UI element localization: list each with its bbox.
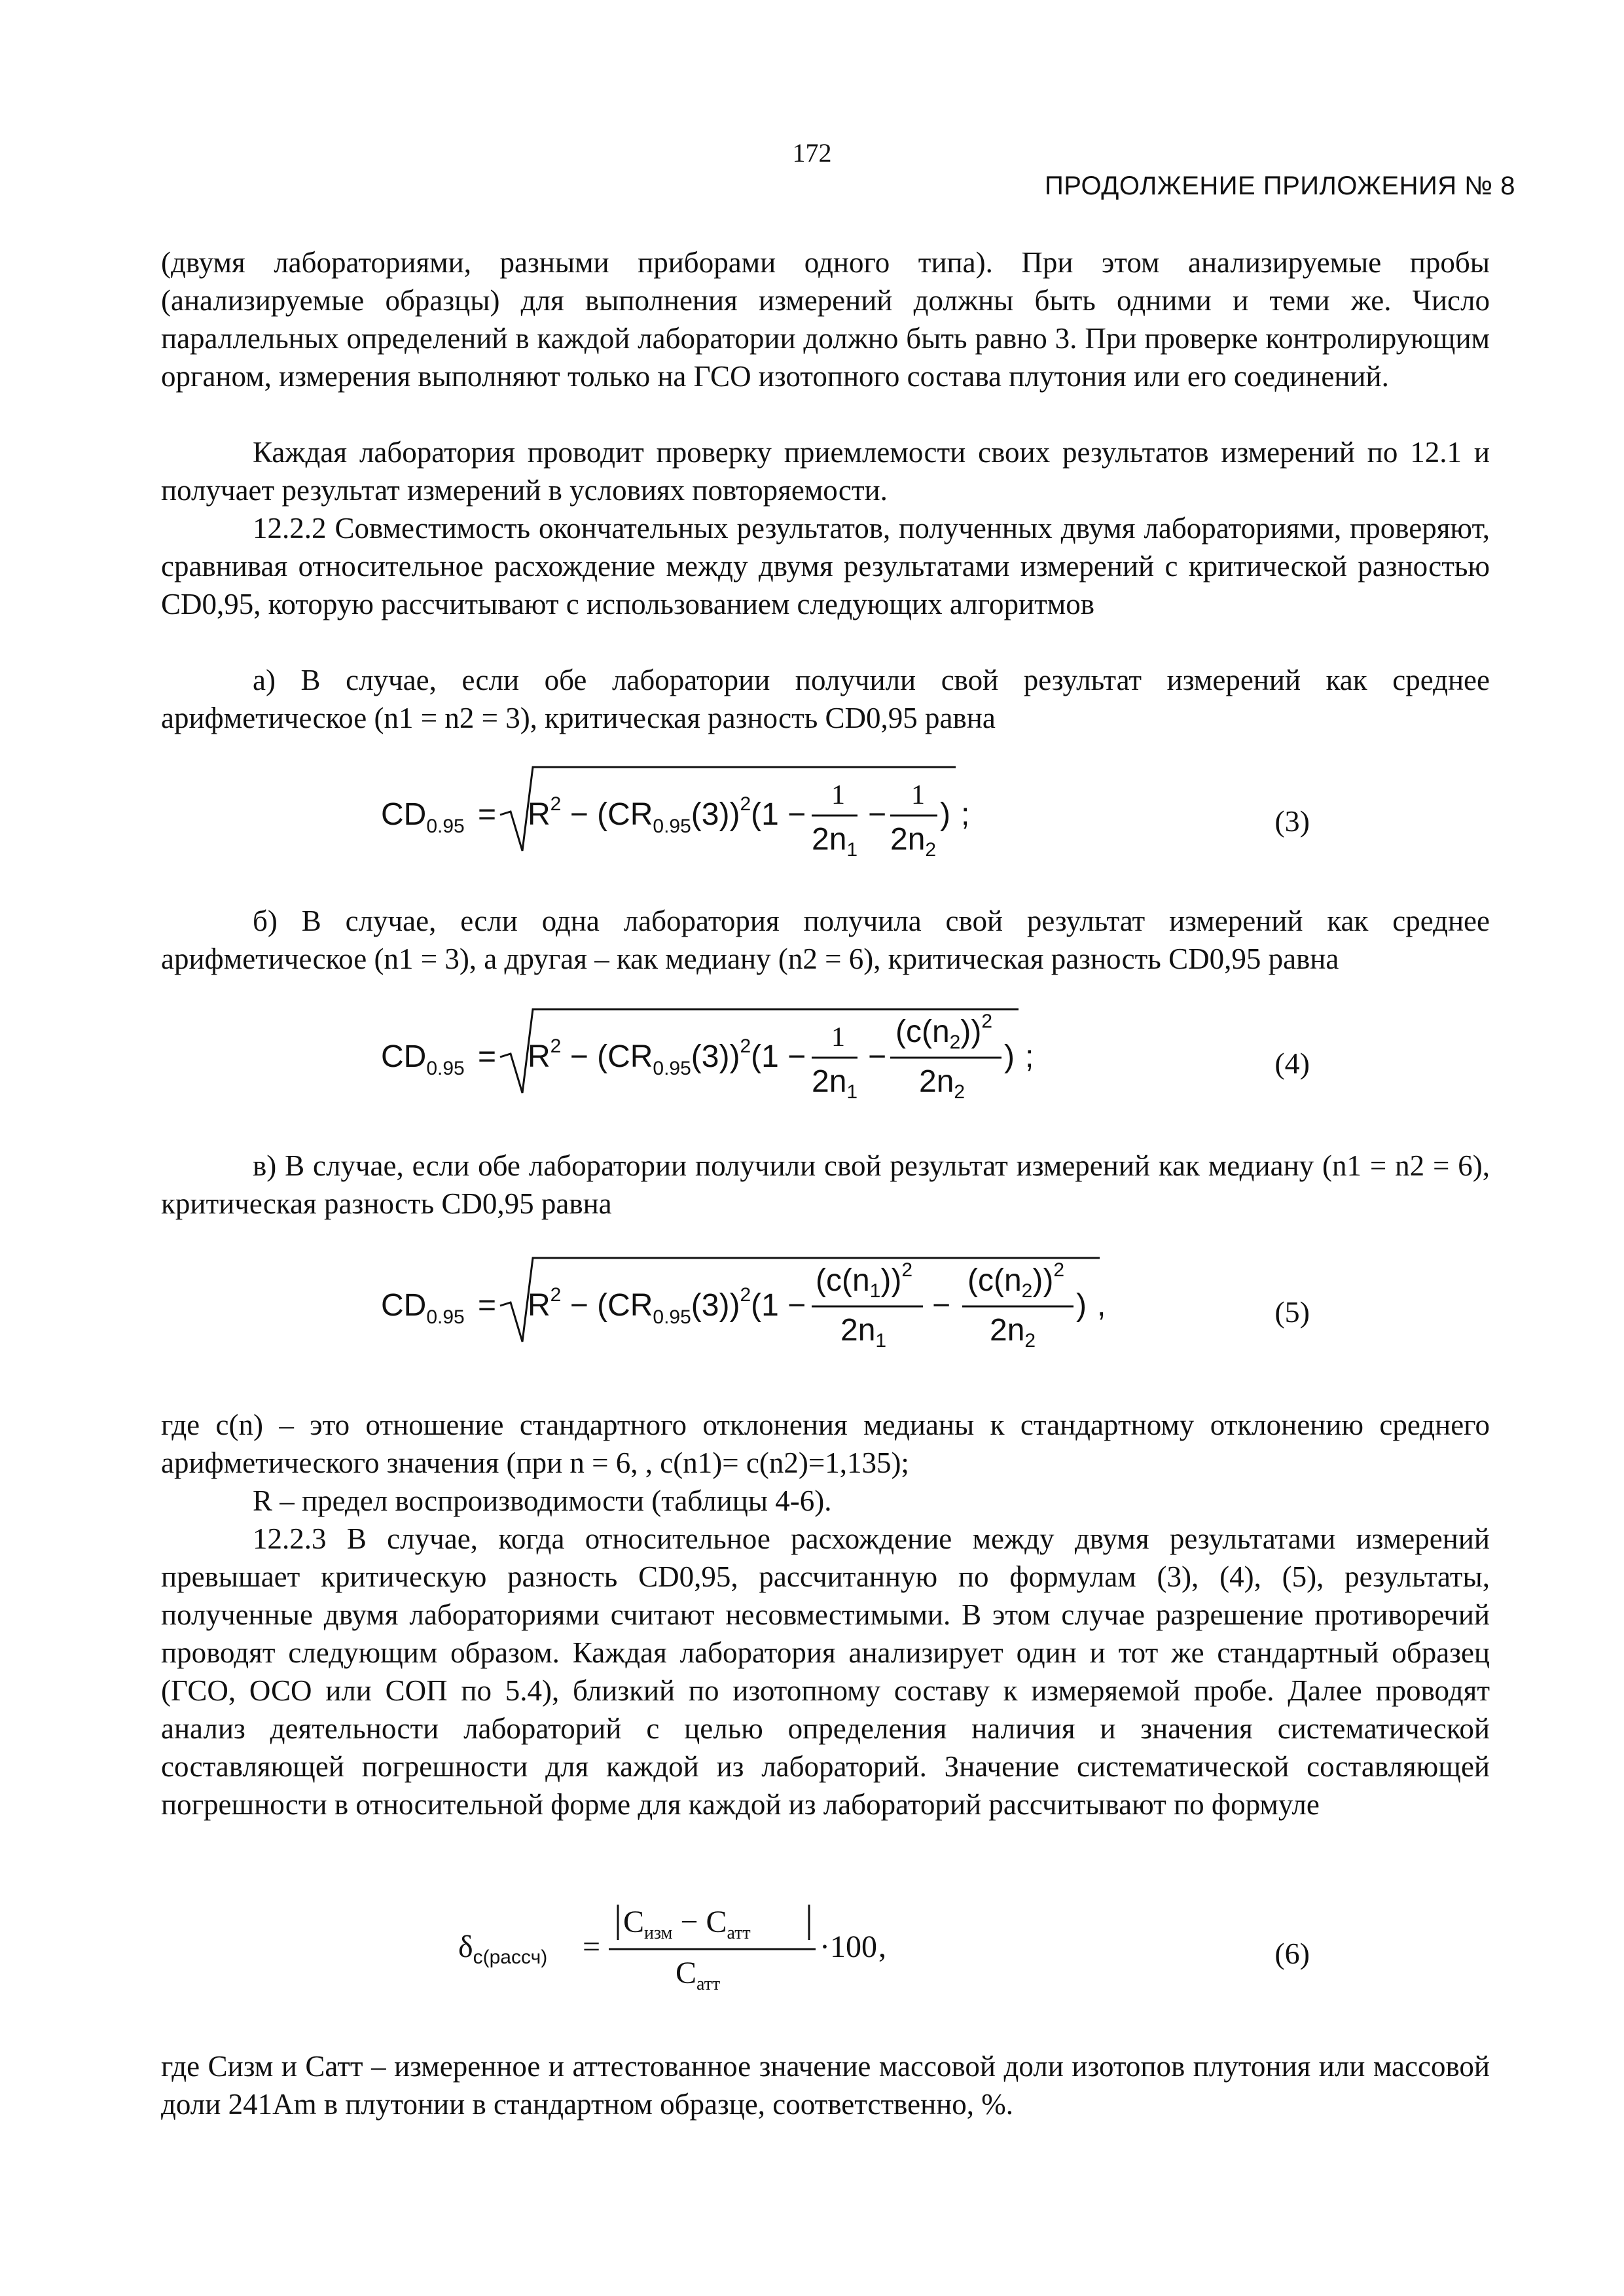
paragraph-where-r: R – предел воспроизводимости (таблицы 4-6). — [253, 1484, 832, 1517]
formula-number: (5) — [1274, 1295, 1310, 1329]
minus-sign: − — [868, 797, 887, 832]
fraction-numerator: $C_{изм} - C_{атт}$ — [623, 1905, 751, 1943]
multiplier: ·100 — [820, 1929, 877, 1964]
delta-symbol: $\delta_{c(рассч)}$ — [458, 1929, 548, 1968]
cd-symbol: $CD_{0.95}$ — [381, 1288, 465, 1328]
formula-5 — [0, 1244, 1624, 1361]
formula-4-graphic — [0, 995, 1624, 1113]
closing-paren: ) — [1004, 1039, 1015, 1074]
paragraph-case-c: в) В случае, если обе лаборатории получили свой результат измерений как медиану (n1 = n2 = 6), критическая разность CD0,95 равна — [161, 1149, 1490, 1220]
fraction-2-numerator: $(c(n_2))^2$ — [895, 1011, 993, 1053]
formula-number: (3) — [1274, 804, 1310, 838]
paragraph-12-2-2: 12.2.2 Совместимость окончательных результатов, полученных двумя лабораториями, проверяют, сравнивая относительное расхождение между двумя результатами измерений с критической разностью CD0,95, которую рассчитывают с использованием следующих алгоритмов — [161, 512, 1490, 620]
paragraph-intro: (двумя лабораториями, разными приборами одного типа). При этом анализируемые пробы (анализируемые образцы) для выполнения измерений должны быть одними и теми же. Число параллельных определений в каждой лаборатории должно быть равно 3. При проверке контролирующим органом, измерения выполняют только на ГСО изотопного состава плутония или его соединений. — [161, 246, 1490, 393]
fraction-1-numerator: $(c(n_1))^2$ — [816, 1259, 913, 1302]
paragraph-case-b: б) В случае, если одна лаборатория получила свой результат измерений как среднее арифметическое (n1 = 3), а другая – как медиану (n2 = 6), критическая разность CD0,95 равна — [161, 905, 1490, 975]
formula-3-graphic — [0, 753, 1624, 870]
formula-end-mark: ; — [1025, 1039, 1034, 1074]
fraction-1-denominator: $2n_1$ — [812, 822, 858, 861]
fraction-2-denominator: $2n_2$ — [919, 1064, 965, 1103]
fraction-denominator: $C_{атт}$ — [676, 1956, 721, 1994]
cd-symbol: $CD_{0.95}$ — [381, 797, 465, 837]
formula-3 — [0, 753, 1624, 870]
paragraph-where-cn: где c(n) – это отношение стандартного отклонения медианы к стандартному отклонению среднего арифметического значения (при n = 6, , c(n1)= c(n2)=1,135); — [161, 1408, 1490, 1479]
paragraph-12-2-3: 12.2.3 В случае, когда относительное расхождение между двумя результатами измерений превышает критическую разность CD0,95, рассчитанную по формулам (3), (4), (5), результаты, полученные двумя лабораториями считают несовместимыми. В этом случае разрешение противоречий проводят следующим образом. Каждая лаборатория анализирует один и тот же стандартный образец (ГСО, ОСО или СОП по 5.4), близкий по изотопному составу к измеряемой пробе. Далее проводят анализ деятельности лабораторий с целью определения наличия и значения систематической составляющей погрешности для каждой из лабораторий. Значение систематической составляющей погрешности в относительной форме для каждой из лабораторий рассчитывают по формуле — [161, 1522, 1490, 1821]
formula-end-mark: ; — [961, 797, 970, 832]
equals-sign: = — [478, 1039, 497, 1074]
cd-symbol: $CD_{0.95}$ — [381, 1039, 465, 1079]
formula-end-mark: , — [878, 1929, 886, 1964]
paragraph-case-a: а) В случае, если обе лаборатории получили свой результат измерений как среднее арифметическое (n1 = n2 = 3), критическая разность CD0,95 равна — [161, 664, 1490, 734]
paragraph-where-c: где Cизм и Cатт – измеренное и аттестованное значение массовой доли изотопов плутония или массовой доли 241Am в плутонии в стандартном образце, соответственно, %. — [161, 2050, 1490, 2121]
minus-sign: − — [932, 1288, 951, 1323]
equals-sign: = — [478, 1288, 497, 1323]
page-number: 172 — [792, 138, 832, 168]
fraction-1-denominator: $2n_1$ — [812, 1064, 858, 1103]
fraction-1-numerator: 1 — [831, 1022, 845, 1052]
formula-number: (6) — [1274, 1937, 1310, 1970]
fraction-2-numerator: $(c(n_2))^2$ — [967, 1259, 1065, 1302]
equals-sign: = — [478, 797, 497, 832]
radicand-left: $R^2 - (CR_{0.95}(3))^2(1$ − — [528, 793, 806, 837]
formula-number: (4) — [1274, 1047, 1310, 1080]
closing-paren: ) — [1076, 1288, 1087, 1323]
fraction-1-denominator: $2n_1$ — [840, 1313, 887, 1352]
radicand-left: $R^2 - (CR_{0.95}(3))^2(1$ − — [528, 1284, 806, 1328]
fraction-2-denominator: $2n_2$ — [890, 822, 937, 861]
closing-paren: ) — [940, 797, 950, 832]
fraction-2-denominator: $2n_2$ — [990, 1313, 1036, 1352]
equals-sign: = — [583, 1929, 601, 1964]
formula-5-graphic — [0, 1244, 1624, 1361]
appendix-header: ПРОДОЛЖЕНИЕ ПРИЛОЖЕНИЯ № 8 — [1044, 171, 1515, 200]
fraction-1-numerator: 1 — [831, 780, 845, 810]
minus-sign: − — [868, 1039, 887, 1074]
formula-6-graphic — [0, 1885, 1624, 2003]
radicand-left: $R^2 - (CR_{0.95}(3))^2(1$ − — [528, 1035, 806, 1079]
formula-end-mark: , — [1097, 1288, 1106, 1323]
fraction-2-numerator: 1 — [911, 780, 925, 810]
paragraph-repeatability: Каждая лаборатория проводит проверку приемлемости своих результатов измерений по 12.1 и получает результат измерений в условиях повторяемости. — [161, 436, 1490, 507]
formula-4 — [0, 995, 1624, 1113]
formula-6 — [0, 1885, 1624, 2003]
